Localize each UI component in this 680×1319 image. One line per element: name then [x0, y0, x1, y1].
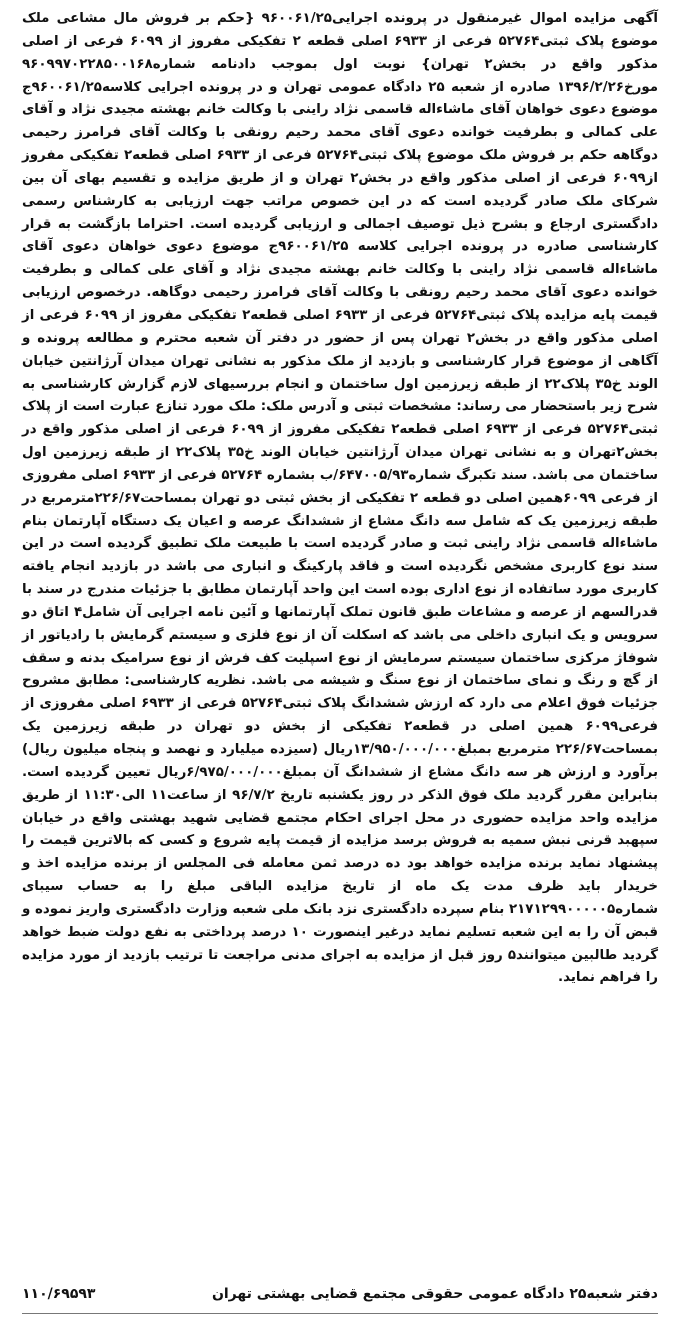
court-office-signature: دفتر شعبه۲۵ دادگاه عمومی حقوقی مجتمع قضایی بهشتی تهران [211, 1286, 658, 1302]
notice-footer [22, 1281, 658, 1307]
reference-code: ۱۱۰/۶۹۵۹۳ [22, 1286, 96, 1302]
bottom-rule [22, 1313, 658, 1314]
notice-body-text: آگهی مزایده اموال غیرمنقول در پرونده اجرایی۹۶۰۰۶۱/۲۵ {حکم بر فروش مال مشاعی ملک موضوع پلاک ثبتی۵۲۷۶۴ فرعی از ۶۹۳۳ اصلی قطعه ۲ تفکیکی مفروز از ۶۰۹۹ فرعی از اصلی مذکور واقع در بخش۲ تهران} نوبت اول بموجب دادنامه شماره۹۶۰۹۹۷۰۲۲۸۵۰۰۱۶۸ مورخ۱۳۹۶/۲/۲۶ صادره از شعبه ۲۵ دادگاه عمومی تهران و در پرونده اجرایی کلاسه۹۶۰۰۶۱/۲۵ج موضوع دعوی خواهان آقای ماشاءاله قاسمی نژاد راینی با وکالت خانم بهشته مجیدی نژاد و آقای علی کمالی و بطرفیت خوانده دعوی آقای محمد رحیم رونقی با وکالت آقای فرامرز رحیمی دوگاهه حکم بر فروش ملک موضوع پلاک ثبتی۵۲۷۶۴ فرعی از ۶۹۳۳ اصلی قطعه۲ تفکیکی مفروز از۶۰۹۹ فرعی از اصلی مذکور واقع در بخش۲ تهران و از طریق مزایده و تقسیم بهای آن بین شرکای ملک صادر گردیده است که در این خصوص مراتب جهت ارزیابی به کارشناس رسمی دادگستری ارجاع و بشرح ذیل توصیف اجمالی و ارزیابی گردیده است. احتراما بازگشت به قرار کارشناسی صادره در پرونده اجرایی کلاسه ۹۶۰۰۶۱/۲۵ج موضوع دعوی خواهان دعوی آقای ماشاءاله قاسمی نژاد راینی با وکالت خانم بهشته مجیدی نژاد و آقای علی کمالی و بطرفیت خوانده دعوی آقای محمد رحیم رونقی با وکالت آقای فرامرز رحیمی دوگاهه. درخصوص ارزیابی قیمت پایه مزایده پلاک ثبتی۵۲۷۶۴ فرعی از ۶۹۳۳ اصلی قطعه۲ تفکیکی مفروز از ۶۰۹۹ فرعی از اصلی مذکور واقع در بخش۲ تهران پس از حضور در دفتر آن شعبه محترم و مطالعه پرونده و آگاهی از موضوع قرار کارشناسی و بازدید از ملک مذکور به نشانی تهران میدان آرژانتین خیابان الوند خ۳۵ پلاک۲۲ از طبقه زیرزمین اول ساختمان و انجام بررسیهای لازم گزارش کارشناسی به شرح زیر باستحضار می رساند: مشخصات ثبتی و آدرس ملک: ملک مورد تنازع عبارت است از پلاک ثبتی۵۲۷۶۴ فرعی از ۶۹۳۳ اصلی قطعه۲ تفکیکی مفروز از ۶۰۹۹ فرعی از اصلی مذکور واقع در بخش۲تهران و به نشانی تهران میدان آرژانتین خیابان الوند خ۳۵ پلاک۲۲ از طبقه زیرزمین اول ساختمان می باشد. سند تکبرگ شماره۶۴۷۰۰۵/۹۳/ب بشماره ۵۲۷۶۴ فرعی از ۶۹۳۳ اصلی مفروزی از فرعی ۶۰۹۹همین اصلی دو قطعه ۲ تفکیکی از بخش ثبتی دو تهران بمساحت۲۲۶/۶۷مترمربع در طبقه زیرزمین یک که شامل سه دانگ مشاع از ششدانگ عرصه و اعیان یک دستگاه آپارتمان بنام ماشاءاله قاسمی نژاد راینی ثبت و صادر گردیده است با طبیعت ملک تطبیق گردیده است در این سند نوع کاربری مشخص نگردیده است و فاقد پارکینگ و انباری می باشد در بازدید انجام یافته کاربری مورد ساتفاده از نوع اداری بوده است این واحد آپارتمان مطابق با جزئیات مندرج در سند با قدرالسهم از عرصه و مشاعات طبق قانون تملک آپارتمانها و آئین نامه اجرایی آن شامل۴ اتاق دو سرویس و یک انباری داخلی می باشد که اسکلت آن از نوع فلزی و سیستم گرمایش با رادیاتور از شوفاژ مرکزی ساختمان سیستم سرمایش از نوع اسپلیت کف فرش از نوع سرامیک بدنه و سقف از گچ و رنگ و نمای ساختمان از نوع سنگ و شیشه می باشد. نظریه کارشناسی: مطابق مشروح جزئیات فوق اعلام می دارد که ارزش ششدانگ پلاک ثبتی۵۲۷۶۴ فرعی از ۶۹۳۳ اصلی مفروزی از فرعی۶۰۹۹ همین اصلی در قطعه۲ تفکیکی از بخش دو تهران در طبقه زیرزمین یک بمساحت۲۲۶/۶۷ مترمربع بمبلغ۱۳/۹۵۰/۰۰۰/۰۰۰ریال (سیزده میلیارد و نهصد و پنجاه میلیون ریال) برآورد و ارزش هر سه دانگ مشاع از ششدانگ آن بمبلغ۶/۹۷۵/۰۰۰/۰۰۰ریال تعیین گردیده است. بنابراین مقرر گردید ملک فوق الذکر در روز یکشنبه تاریخ ۹۶/۷/۲ از ساعت۱۱ الی۱۱:۳۰ از طریق مزایده واحد مزایده حضوری در محل اجرای احکام مجتمع قضایی شهید بهشتی واقع در خیابان سپهبد قرنی نبش سمیه به فروش برسد مزایده از قیمت پایه شروع و کسی که بالاترین قیمت را پیشنهاد نماید برنده مزایده خواهد بود ده درصد ثمن معامله فی المجلس از برنده مزایده اخذ و خریدار باید ظرف مدت یک ماه از تاریخ مزایده الباقی مبلغ را به حساب سیبای شماره۲۱۷۱۲۹۹۰۰۰۰۰۵ بنام سپرده دادگستری نزد بانک ملی شعبه وزارت دادگستری واریز نموده و قبض آن را به این شعبه تسلیم نماید درغیر اینصورت ۱۰ درصد پرداختی به نفع دولت ضبط خواهد گردید طالبین میتوانند۵ روز قبل از مزایده به اجرای مدنی مراجعت تا ترتیب بازدید از مورد مزایده را فراهم نماید. [22, 11, 659, 986]
